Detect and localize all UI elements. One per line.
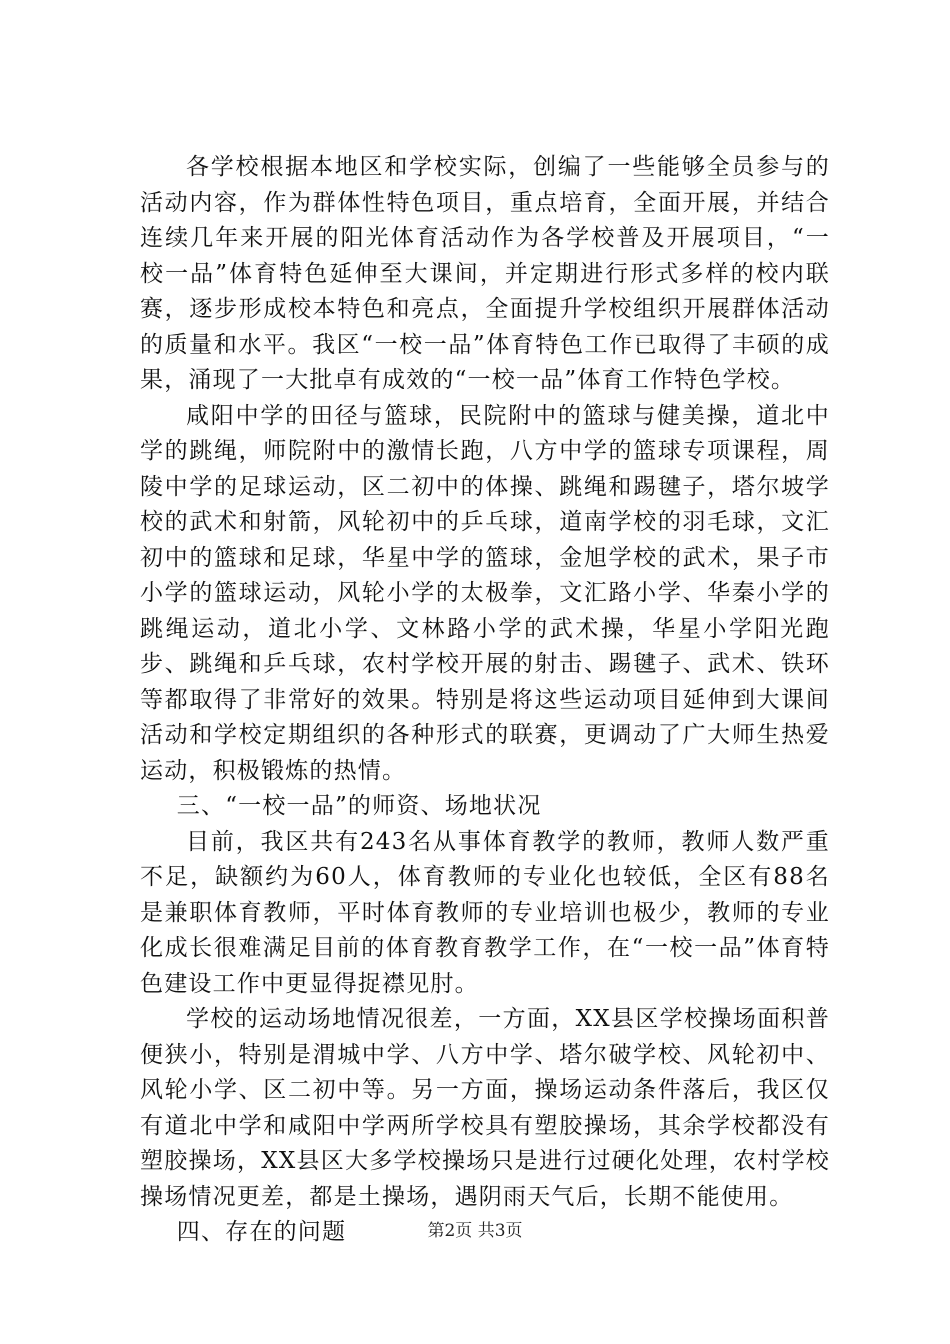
paragraph-school-examples: 咸阳中学的田径与篮球，民院附中的篮球与健美操，道北中学的跳绳，师院附中的激情长跑，八方中学的篮球专项课程，周陵中学的足球运动，区二初中的体操、跳绳和踢毽子，塔尔坡学校的武术和射箭，风轮初中的乒乓球，道南学校的羽毛球，文汇初中的篮球和足球，华星中学的篮球，金旭学校的武术，果子市小学的篮球运动，风轮小学的太极拳，文汇路小学、华秦小学的跳绳运动，道北小学、文林路小学的武术操，华星小学阳光跑步、跳绳和乒乓球，农村学校开展的射击、踢毽子、武术、铁环等都取得了非常好的效果。特别是将这些运动项目延伸到大课间活动和学校定期组织的各种形式的联赛，更调动了广大师生热爱运动，积极锻炼的热情。 (140, 402, 830, 784)
paragraph-school-activities: 各学校根据本地区和学校实际，创编了一些能够全员参与的活动内容，作为群体性特色项目，重点培育，全面开展，并结合连续几年来开展的阳光体育活动作为各学校普及开展项目，“一校一品”体育特色延伸至大课间，并定期进行形式多样的校内联赛，逐步形成校本特色和亮点，全面提升学校组织开展群体活动的质量和水平。我区“一校一品”体育特色工作已取得了丰硕的成果，涌现了一大批卓有成效的“一校一品”体育工作特色学校。 (140, 154, 830, 393)
section-heading-problems: 四、存在的问题 (176, 1219, 347, 1245)
paragraph-venues: 学校的运动场地情况很差，一方面，XX县区学校操场面积普便狭小，特别是渭城中学、八方中学、塔尔破学校、风轮初中、风轮小学、区二初中等。另一方面，操场运动条件落后，我区仅有道北中学和咸阳中学两所学校具有塑胶操场，其余学校都没有塑胶操场，XX县区大多学校操场只是进行过硬化处理，农村学校操场情况更差，都是土操场，遇阴雨天气后，长期不能使用。 (140, 1006, 830, 1210)
page-number: 第2页 共3页 (427, 1221, 523, 1241)
document-body (140, 150, 830, 1251)
section-heading-teachers-venues: 三、“一校一品”的师资、场地状况 (176, 793, 542, 819)
paragraph-teachers: 目前，我区共有243名从事体育教学的教师，教师人数严重不足，缺额约为60人，体育教师的专业化也较低，全区有88名是兼职体育教师，平时体育教师的专业培训也极少，教师的专业化成长很难满足目前的体育教育教学工作，在“一校一品”体育特色建设工作中更显得捉襟见肘。 (140, 828, 830, 997)
page-footer (0, 1216, 950, 1241)
